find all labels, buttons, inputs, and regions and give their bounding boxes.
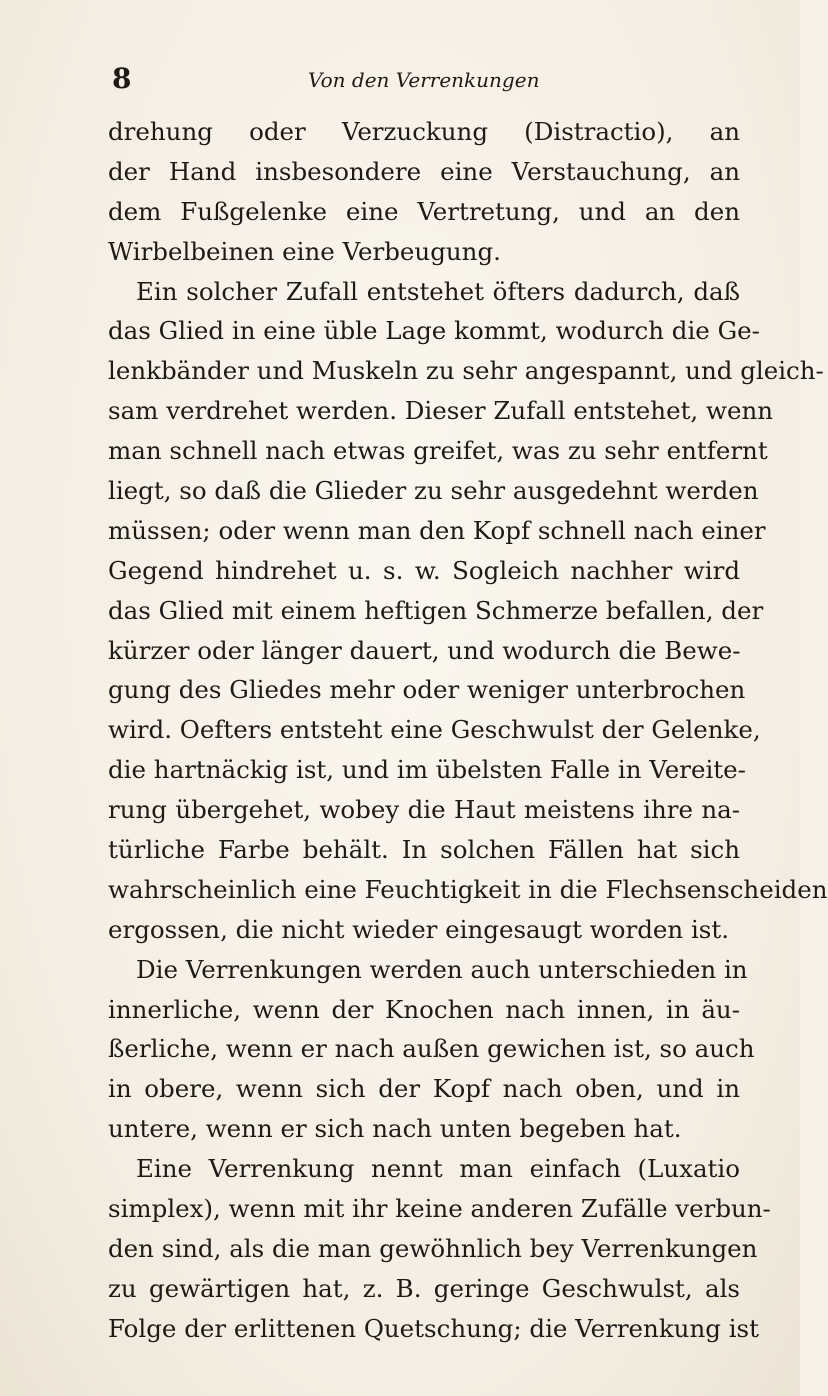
text-line: untere, wenn er sich nach unten begeben hat. [108,1114,682,1144]
text-line: in obere, wenn sich der Kopf nach oben, und in [108,1074,740,1104]
text-line: der Hand insbesondere eine Verstauchung, an [108,156,740,186]
text-line: wird. Oefters entsteht eine Geschwulst der Gelenke, [108,715,761,745]
text-line: das Glied in eine üble Lage kommt, wodurch die Ge- [108,316,760,346]
text-line: das Glied mit einem heftigen Schmerze befallen, der [108,595,764,625]
text-line: Folge der erlittenen Quetschung; die Verrenkung ist [108,1313,759,1343]
text-line: innerliche, wenn der Knochen nach innen, in äu- [108,994,740,1024]
text-line: zu gewärtigen hat, z. B. geringe Geschwulst, als [108,1273,740,1303]
text-line: Die Verrenkungen werden auch unterschieden in [136,954,748,984]
body-text [108,112,828,1349]
text-line: die hartnäckig ist, und im übelsten Falle in Vereite- [108,755,746,785]
text-line: drehung oder Verzuckung (Distractio), an [108,117,740,146]
page-header [112,62,722,102]
text-line: türliche Farbe behält. In solchen Fällen hat sich [108,835,740,865]
text-line: müssen; oder wenn man den Kopf schnell nach einer [108,515,766,545]
text-line: den sind, als die man gewöhnlich bey Verrenkungen [108,1233,758,1263]
text-line: sam verdrehet werden. Dieser Zufall entstehet, wenn [108,396,774,426]
text-line: Gegend hindrehet u. s. w. Sogleich nachher wird [108,555,740,585]
page-number: 8 [112,62,132,95]
text-line: man schnell nach etwas greifet, was zu sehr entfernt [108,436,768,466]
text-line: gung des Gliedes mehr oder weniger unterbrochen [108,675,746,705]
text-line: Ein solcher Zufall entstehet öfters dadurch, daß [136,276,740,306]
text-line: wahrscheinlich eine Feuchtigkeit in die Flechsenscheiden [108,874,828,904]
running-head: Von den Verrenkungen [308,68,540,92]
text-line: rung übergehet, wobey die Haut meistens ihre na- [108,795,740,825]
text-line: ergossen, die nicht wieder eingesaugt worden ist. [108,914,729,944]
text-line: liegt, so daß die Glieder zu sehr ausgedehnt werden [108,476,759,506]
text-line: kürzer oder länger dauert, und wodurch die Bewe- [108,635,741,665]
text-line: lenkbänder und Muskeln zu sehr angespannt, und gleich- [108,356,824,386]
text-line: Eine Verrenkung nennt man einfach (Luxatio [136,1154,740,1184]
text-line: dem Fußgelenke eine Vertretung, und an den [108,196,740,226]
text-line: simplex), wenn mit ihr keine anderen Zufälle verbun- [108,1194,771,1224]
text-line: ßerliche, wenn er nach außen gewichen ist, so auch [108,1034,755,1064]
text-line: Wirbelbeinen eine Verbeugung. [108,236,501,266]
